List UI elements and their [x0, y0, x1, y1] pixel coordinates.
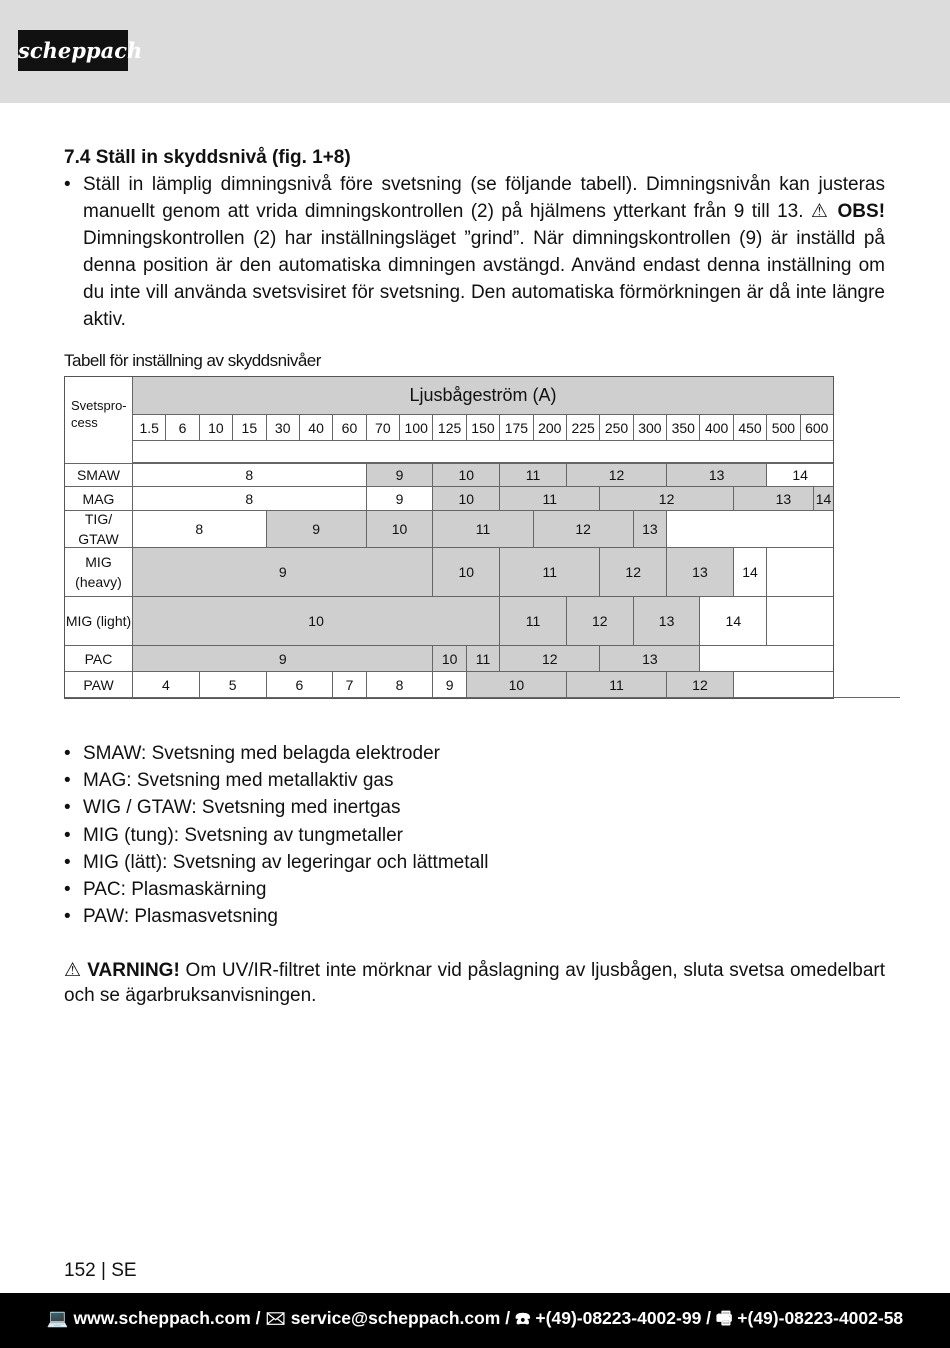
scheppach-logo: scheppach	[18, 30, 128, 71]
current-value: 100	[399, 415, 432, 441]
table-cell	[766, 548, 833, 597]
current-value: 125	[432, 415, 465, 441]
table-cell	[733, 672, 900, 698]
current-value: 300	[633, 415, 666, 441]
table-cell: 12	[533, 511, 633, 548]
row-label: PAC	[65, 646, 132, 672]
row-label: MAG	[65, 487, 132, 511]
table-cell: 11	[432, 511, 532, 548]
instruction-text: Ställ in lämplig dimningsnivå före svetsning (se följande tabell). Dimningsnivån kan justeras manuellt genom att vrida dimningskontrollen (2) på hjälmens ytterkant från 9 till 13.	[83, 174, 885, 222]
table-cell: 8	[132, 511, 266, 548]
table-cell: 8	[366, 672, 433, 698]
table-cell: 10	[432, 487, 499, 511]
row-label: SMAW	[65, 463, 132, 487]
current-value: 250	[599, 415, 632, 441]
table-cell: 10	[432, 548, 499, 597]
row-label: TIG/ GTAW	[65, 511, 132, 548]
section-content	[64, 144, 885, 333]
current-value: 1.5	[132, 415, 165, 441]
table-cell: 9	[132, 646, 432, 672]
current-value: 6	[165, 415, 198, 441]
table-cell: 10	[132, 597, 499, 646]
page-header	[0, 0, 950, 103]
table-cell: 10	[466, 672, 566, 698]
table-cell: 14	[766, 463, 833, 487]
table-cell: 13	[733, 487, 833, 511]
spacer-row	[132, 441, 833, 463]
warning-text: Om UV/IR-filtret inte mörknar vid påslagning av ljusbågen, sluta svetsa omedelbart och se ägarbruksanvisningen.	[64, 960, 885, 1006]
table-cell: 10	[432, 463, 499, 487]
row-label: PAW	[65, 672, 132, 698]
current-value: 10	[199, 415, 232, 441]
current-value: 350	[666, 415, 699, 441]
table-cell	[699, 646, 833, 672]
process-header: Svetspro-cess	[71, 398, 127, 430]
warning-label: VARNING!	[87, 960, 180, 981]
table-cell: 8	[132, 487, 366, 511]
page-separator: |	[100, 1260, 106, 1281]
current-value: 225	[566, 415, 599, 441]
current-value: 175	[499, 415, 532, 441]
table-cell: 12	[566, 463, 666, 487]
current-value: 500	[766, 415, 799, 441]
list-item: • MAG: Svetsning med metallaktiv gas	[64, 767, 489, 794]
table-cell: 12	[566, 597, 633, 646]
table-caption: Tabell för inställning av skyddsnivåer	[64, 351, 321, 370]
table-cell: 11	[499, 548, 599, 597]
table-cell: 4	[132, 672, 199, 698]
table-cell: 12	[599, 548, 666, 597]
table-cell: 9	[366, 463, 433, 487]
section-heading: 7.4 Ställ in skyddsnivå (fig. 1+8)	[64, 147, 351, 168]
table-cell: 13	[666, 463, 766, 487]
warning-note	[64, 958, 885, 1008]
table-cell: 7	[332, 672, 365, 698]
current-value: 600	[800, 415, 833, 441]
footer-contact: 💻 www.scheppach.com / 🖂 service@scheppach.com / ☎ +(49)-08223-4002-99 / 🖷 +(49)-08223-4002-58	[46, 1307, 904, 1328]
row-label: MIG (light)	[65, 597, 132, 646]
table-cell: 9	[366, 487, 433, 511]
table-cell	[766, 597, 833, 646]
table-cell: 13	[633, 511, 666, 548]
shade-level-table	[64, 376, 834, 699]
table-cell: 10	[432, 646, 465, 672]
page-number-value: 152	[64, 1260, 96, 1281]
table-cell: 12	[666, 672, 733, 698]
table-cell: 9	[266, 511, 366, 548]
current-value: 40	[299, 415, 332, 441]
table-cell: 11	[466, 646, 499, 672]
table-cell: 9	[432, 672, 465, 698]
current-value: 70	[366, 415, 399, 441]
table-cell: 14	[733, 548, 766, 597]
page-number	[64, 1260, 137, 1282]
current-header: Ljusbågeström (A)	[132, 377, 833, 415]
abbreviation-list	[64, 740, 489, 930]
table-cell: 12	[499, 646, 599, 672]
list-item: • SMAW: Svetsning med belagda elektroder	[64, 740, 489, 767]
table-cell: 5	[199, 672, 266, 698]
table-cell	[666, 511, 833, 548]
current-value: 30	[266, 415, 299, 441]
table-cell: 6	[266, 672, 333, 698]
instruction-bullet	[64, 171, 885, 333]
table-cell: 11	[499, 487, 599, 511]
obs-label: OBS!	[837, 201, 886, 222]
table-cell: 13	[666, 548, 733, 597]
obs-text: Dimningskontrollen (2) har inställningsläget ”grind”. När dimningskontrollen (9) är inställd på denna position är den automatiska dimningen avstängd. Använd endast denna inställning om du inte vill använda svetsvisiret för svetsning. Den automatiska förmörkningen är då inte längre aktiv.	[83, 228, 885, 330]
table-cell: 14	[813, 487, 833, 511]
table-cell: 13	[599, 646, 699, 672]
table-cell: 14	[699, 597, 766, 646]
table-cell: 9	[132, 548, 432, 597]
list-item: • WIG / GTAW: Svetsning med inertgas	[64, 794, 489, 821]
page-footer	[0, 1293, 950, 1348]
current-value: 450	[733, 415, 766, 441]
list-item: • MIG (lätt): Svetsning av legeringar och lättmetall	[64, 849, 489, 876]
row-label: MIG (heavy)	[65, 548, 132, 597]
warning-icon: ⚠	[64, 960, 82, 981]
table-cell: 11	[499, 597, 566, 646]
table-cell: 12	[599, 487, 733, 511]
table-cell: 11	[499, 463, 566, 487]
list-item: • PAC: Plasmaskärning	[64, 876, 489, 903]
current-value: 60	[332, 415, 365, 441]
table-cell: 8	[132, 463, 366, 487]
current-value: 200	[533, 415, 566, 441]
table-cell: 13	[633, 597, 700, 646]
current-value: 150	[466, 415, 499, 441]
table-cell: 11	[566, 672, 666, 698]
list-item: • PAW: Plasmasvetsning	[64, 903, 489, 930]
current-value: 15	[232, 415, 265, 441]
page-language: SE	[111, 1260, 137, 1281]
current-value: 400	[699, 415, 732, 441]
warning-icon: ⚠	[810, 201, 831, 222]
table-cell: 10	[366, 511, 433, 548]
list-item: • MIG (tung): Svetsning av tungmetaller	[64, 822, 489, 849]
